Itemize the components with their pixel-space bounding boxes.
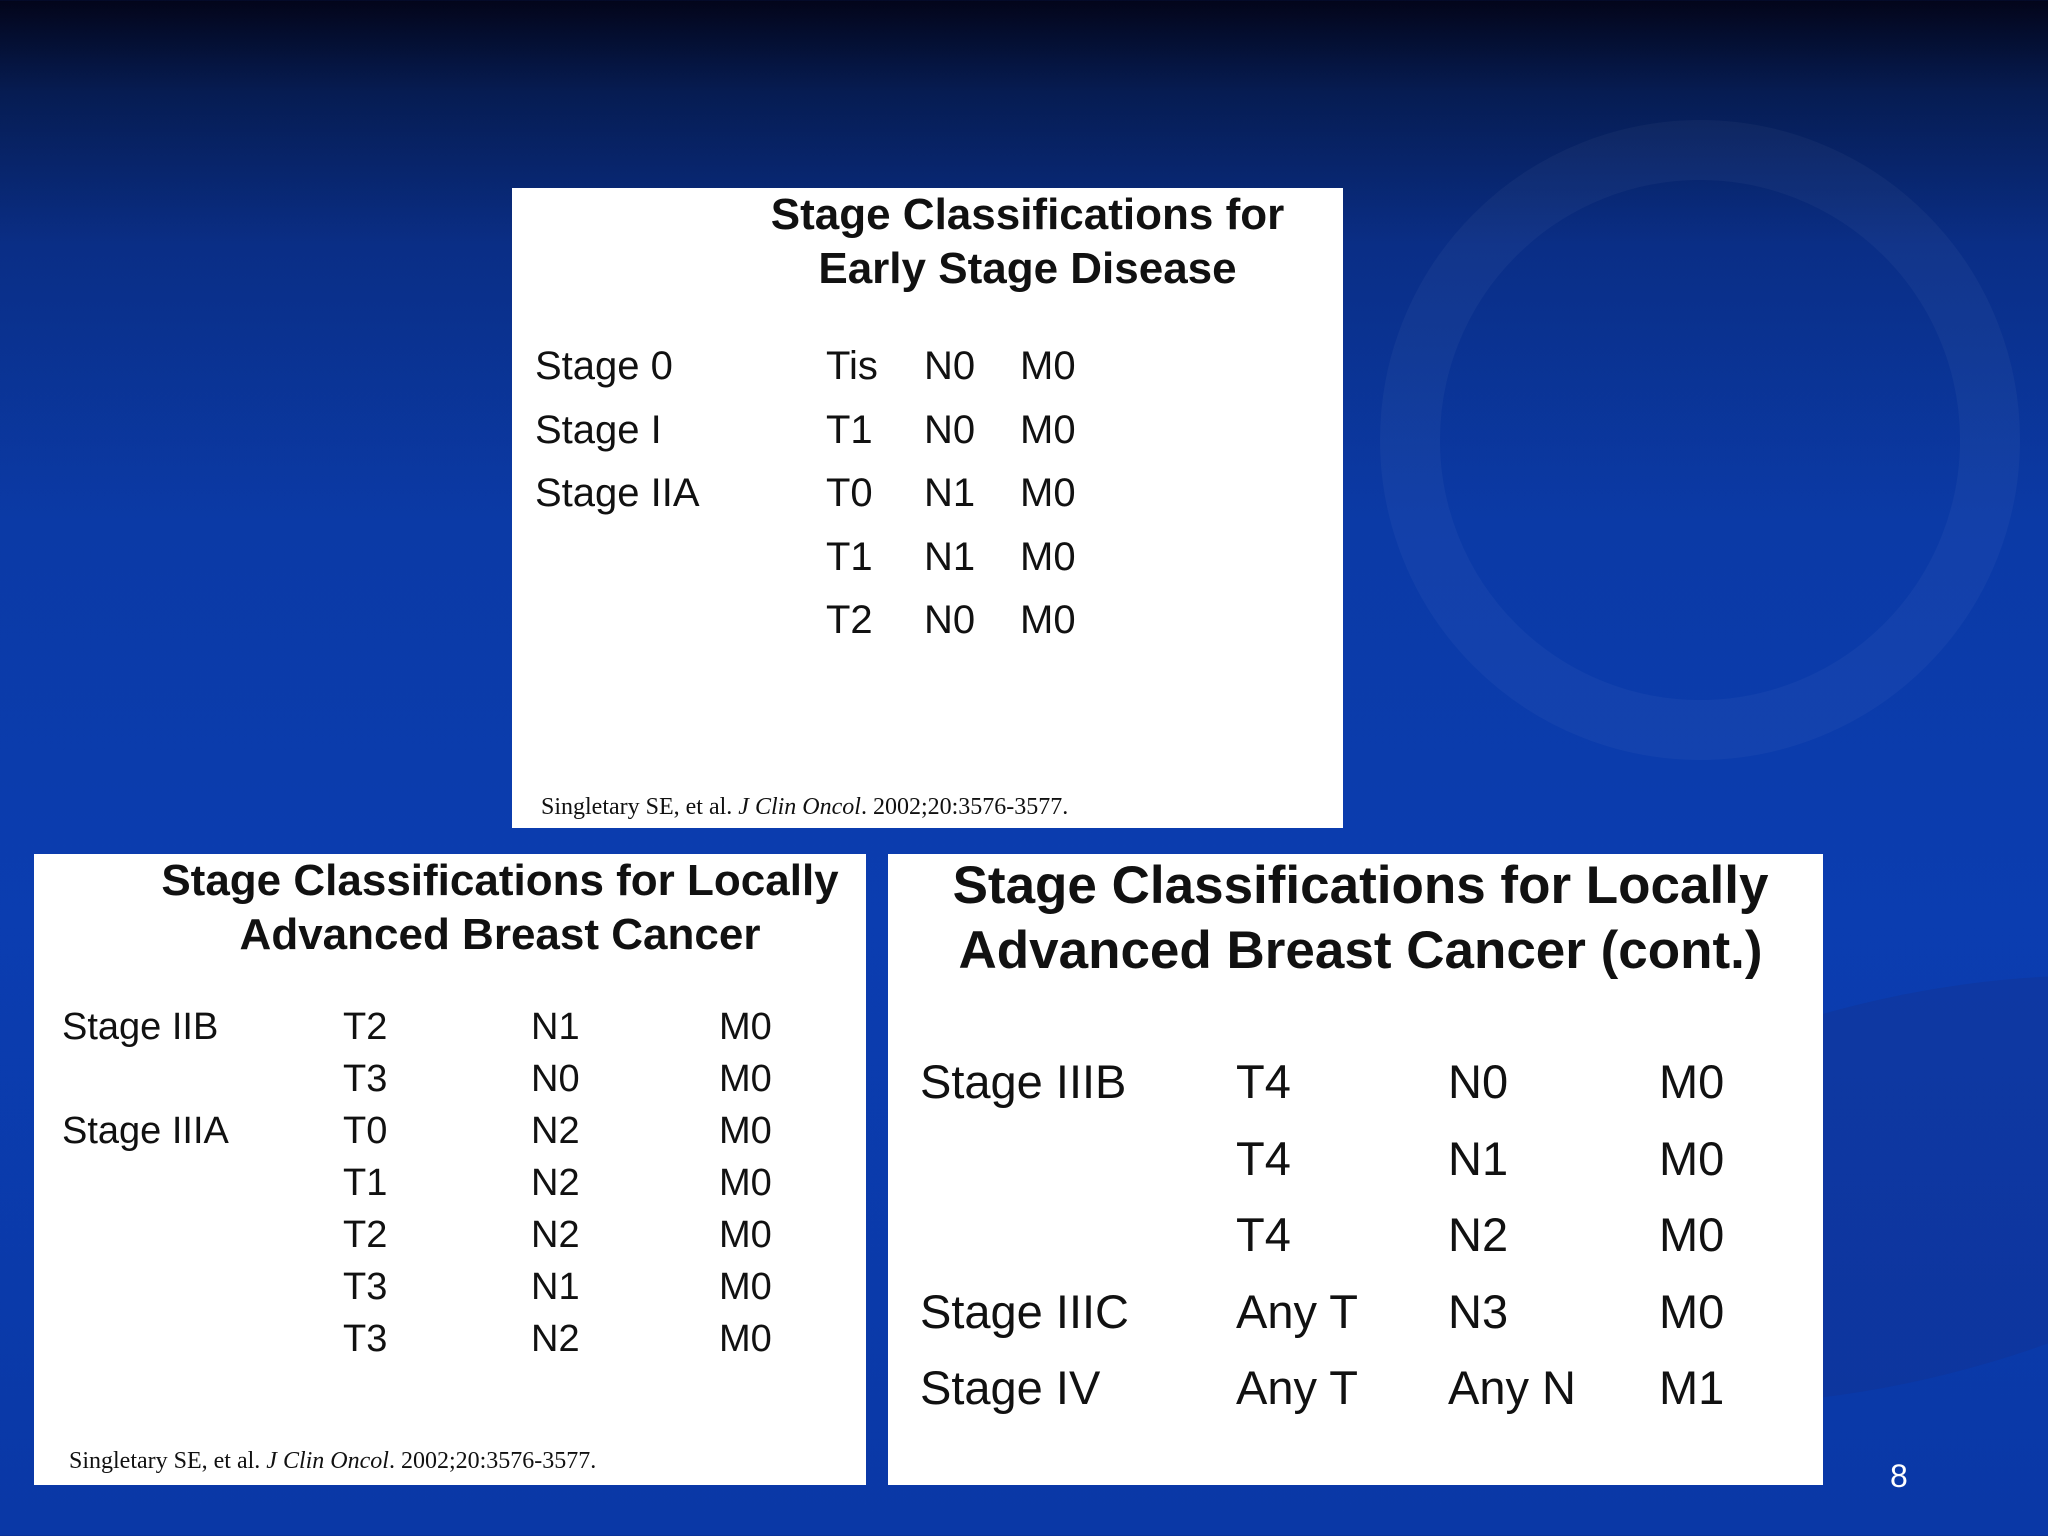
locally-advanced-cont-panel bbox=[888, 854, 1823, 1485]
t-cell: Any T bbox=[1236, 1284, 1358, 1338]
n-cell: N3 bbox=[1448, 1284, 1509, 1338]
m-cell: M0 bbox=[1020, 534, 1076, 579]
m-cell: M0 bbox=[1659, 1131, 1725, 1185]
title-line: Advanced Breast Cancer (cont.) bbox=[958, 920, 1763, 980]
title-line: Stage Classifications for Locally bbox=[952, 856, 1769, 915]
n-cell: N0 bbox=[531, 1058, 580, 1100]
t-cell: T1 bbox=[826, 407, 873, 452]
m-cell: M0 bbox=[719, 1006, 772, 1048]
t-cell: T4 bbox=[1236, 1131, 1291, 1185]
t-cell: T3 bbox=[343, 1058, 388, 1100]
n-cell: N2 bbox=[531, 1214, 580, 1256]
n-cell: N0 bbox=[924, 344, 976, 388]
stage-cell: Stage IIB bbox=[62, 1006, 219, 1048]
stage-cell: Stage IIA bbox=[535, 471, 700, 515]
locally-advanced-cont-title bbox=[888, 854, 1823, 983]
n-cell: N1 bbox=[531, 1266, 580, 1308]
n-cell: N2 bbox=[531, 1162, 580, 1204]
stage-cell: Stage I bbox=[535, 407, 662, 452]
n-cell: N0 bbox=[924, 598, 976, 642]
m-cell: M0 bbox=[1659, 1208, 1725, 1261]
m-cell: M0 bbox=[1659, 1055, 1725, 1108]
m-cell: M0 bbox=[1020, 598, 1076, 642]
t-cell: T1 bbox=[826, 534, 873, 579]
n-cell: Any N bbox=[1448, 1361, 1576, 1414]
title-line: Stage Classifications for bbox=[770, 190, 1285, 239]
t-cell: T2 bbox=[343, 1214, 388, 1256]
m-cell: M0 bbox=[1020, 471, 1076, 515]
stage-cell: Stage IV bbox=[920, 1361, 1101, 1414]
t-cell: Tis bbox=[826, 344, 878, 388]
stage-cell: Stage 0 bbox=[535, 344, 673, 388]
stage-cell: Stage IIIB bbox=[920, 1055, 1127, 1108]
t-cell: Any T bbox=[1236, 1361, 1358, 1414]
m-cell: M0 bbox=[1659, 1284, 1725, 1338]
t-cell: T2 bbox=[826, 598, 873, 642]
t-cell: T0 bbox=[826, 471, 873, 515]
m-cell: M0 bbox=[719, 1266, 772, 1308]
n-cell: N2 bbox=[531, 1110, 580, 1152]
locally-advanced-panel bbox=[34, 854, 866, 1485]
citation: Singletary SE, et al. J Clin Oncol. 2002;20:3576-3577. bbox=[541, 794, 1069, 820]
n-cell: N1 bbox=[924, 471, 976, 515]
n-cell: N0 bbox=[924, 407, 976, 452]
m-cell: M0 bbox=[719, 1162, 772, 1204]
citation: Singletary SE, et al. J Clin Oncol. 2002;20:3576-3577. bbox=[69, 1448, 597, 1474]
m-cell: M0 bbox=[719, 1058, 772, 1100]
stage-cell: Stage IIIA bbox=[62, 1110, 229, 1152]
m-cell: M1 bbox=[1659, 1361, 1725, 1414]
t-cell: T3 bbox=[343, 1318, 388, 1360]
m-cell: M0 bbox=[1020, 407, 1076, 452]
title-line: Early Stage Disease bbox=[818, 243, 1237, 293]
title-line: Advanced Breast Cancer bbox=[239, 909, 761, 959]
m-cell: M0 bbox=[719, 1110, 772, 1152]
t-cell: T0 bbox=[343, 1110, 388, 1152]
n-cell: N1 bbox=[1448, 1131, 1509, 1185]
early-stage-title bbox=[512, 188, 1343, 295]
m-cell: M0 bbox=[719, 1318, 772, 1360]
t-cell: T4 bbox=[1236, 1055, 1291, 1108]
stage-cell: Stage IIIC bbox=[920, 1284, 1129, 1338]
m-cell: M0 bbox=[1020, 344, 1076, 388]
m-cell: M0 bbox=[719, 1214, 772, 1256]
n-cell: N2 bbox=[531, 1318, 580, 1360]
slide-number: 8 bbox=[1890, 1458, 1908, 1494]
t-cell: T2 bbox=[343, 1006, 388, 1048]
t-cell: T4 bbox=[1236, 1208, 1291, 1261]
t-cell: T3 bbox=[343, 1266, 388, 1308]
title-line: Stage Classifications for Locally bbox=[161, 856, 839, 905]
locally-advanced-title bbox=[34, 854, 866, 961]
n-cell: N2 bbox=[1448, 1208, 1509, 1261]
early-stage-panel bbox=[512, 188, 1343, 828]
background-swoosh bbox=[1380, 120, 2020, 760]
n-cell: N1 bbox=[531, 1006, 580, 1048]
n-cell: N0 bbox=[1448, 1055, 1509, 1108]
t-cell: T1 bbox=[343, 1162, 388, 1204]
n-cell: N1 bbox=[924, 534, 976, 579]
